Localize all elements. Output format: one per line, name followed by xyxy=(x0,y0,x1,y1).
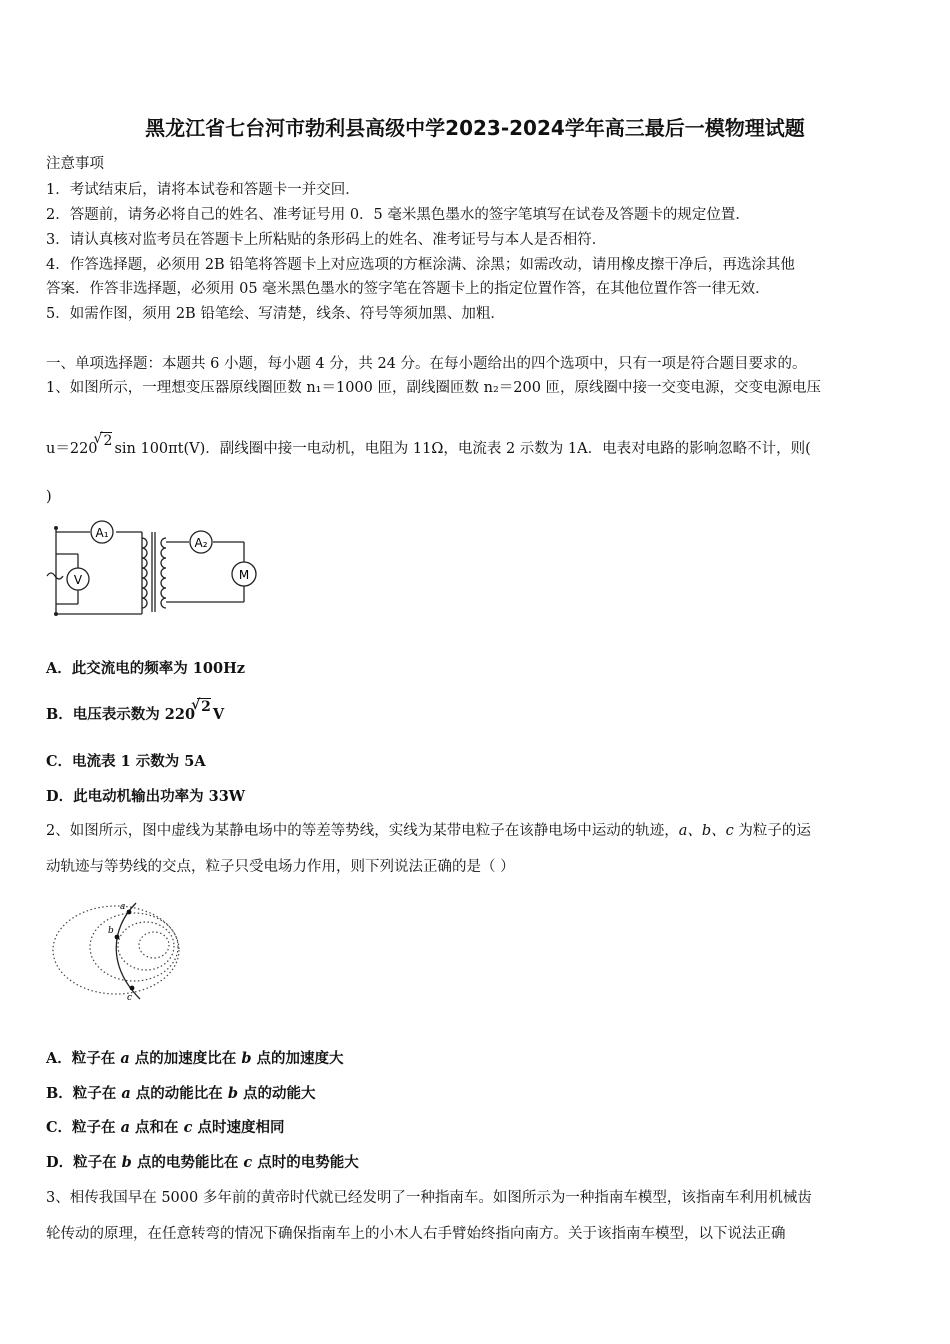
q1-stem-line3: ) xyxy=(46,489,52,505)
opt-var: a xyxy=(120,1119,130,1136)
transformer-circuit-diagram xyxy=(44,518,264,618)
sqrt-radicand: 2 xyxy=(100,432,113,449)
q3-stem-line1: 3、相传我国早在 5000 多年前的黄帝时代就已经发明了一种指南车。如图所示为一种指南车模型，该指南车利用机械齿 xyxy=(46,1190,812,1206)
notice-item: 2．答题前，请务必将自己的姓名、准考证号用 0．5 毫米黑色墨水的签字笔填写在试卷及答题卡的规定位置． xyxy=(46,207,750,223)
q1-stem-line1: 1、如图所示，一理想变压器原线圈匝数 n₁＝1000 匝，副线圈匝数 n₂＝200 匝，原线圈中接一交变电源，交变电源电压 xyxy=(46,380,822,396)
voltmeter-label: V xyxy=(73,573,83,587)
opt-var: b xyxy=(227,1085,238,1102)
q1-option-d: D．此电动机输出功率为 33W xyxy=(46,788,246,805)
opt-text: C．粒子在 xyxy=(46,1119,121,1136)
opt-text: 点和在 xyxy=(130,1119,184,1136)
voltmeter-icon xyxy=(67,568,89,590)
page-title: 黑龙江省七台河市勃利县高级中学2023-2024学年高三最后一模物理试题 xyxy=(145,116,805,140)
opt-text: 点的电势能比在 xyxy=(131,1154,244,1171)
q2-stem-text-end: 为粒子的运 xyxy=(733,823,811,839)
q2-option-a xyxy=(46,1047,344,1068)
q2-option-b xyxy=(46,1082,316,1103)
opt-text: 点的加速度大 xyxy=(251,1050,344,1067)
opt-text: A．粒子在 xyxy=(46,1050,121,1067)
opt-text: 点的动能大 xyxy=(237,1085,316,1102)
q1-voltage-prefix: u＝220 xyxy=(46,441,98,457)
opt-var: a xyxy=(120,1050,130,1067)
ammeter-2-icon xyxy=(190,531,212,553)
notice-item: 5．如需作图，须用 2B 铅笔绘、写清楚，线条、符号等须加黑、加粗． xyxy=(46,306,505,322)
opt-text: 点时的电势能大 xyxy=(252,1154,359,1171)
ammeter-1-label: A₁ xyxy=(95,526,109,540)
opt-var: c xyxy=(183,1119,193,1136)
motor-icon xyxy=(232,562,256,586)
point-a-label: a xyxy=(120,902,126,912)
sqrt-symbol: √ 2 xyxy=(93,431,113,449)
q2-stem-text: 2、如图所示，图中虚线为某静电场中的等差等势线，实线为某带电粒子在该静电场中运动的轨迹， xyxy=(46,823,679,839)
q1-option-b-text: B．电压表示数为 220 xyxy=(46,706,196,723)
point-b-label: b xyxy=(108,926,114,936)
notice-item: 1．考试结束后，请将本试卷和答题卡一并交回． xyxy=(46,182,360,198)
q2-stem-line2: 动轨迹与等势线的交点，粒子只受电场力作用，则下列说法正确的是（ ） xyxy=(46,859,515,875)
motor-label: M xyxy=(238,568,250,582)
q2-option-d xyxy=(46,1151,359,1172)
opt-var: b xyxy=(121,1154,132,1171)
notice-item: 3．请认真核对监考员在答题卡上所粘贴的条形码上的姓名、准考证号与本人是否相符． xyxy=(46,232,607,248)
opt-var: c xyxy=(243,1154,253,1171)
opt-text: 点的加速度比在 xyxy=(129,1050,242,1067)
ammeter-1-icon xyxy=(91,521,113,543)
q2-option-c xyxy=(46,1116,285,1137)
equipotential-diagram xyxy=(44,895,194,1005)
opt-var: a xyxy=(121,1085,131,1102)
opt-text: 点的动能比在 xyxy=(130,1085,228,1102)
notice-item: 答案．作答非选择题，必须用 05 毫米黑色墨水的签字笔在答题卡上的指定位置作答，在其他位置作答一律无效． xyxy=(46,281,770,297)
q1-option-c: C．电流表 1 示数为 5A xyxy=(46,753,206,770)
q2-stem-line1 xyxy=(46,819,811,840)
opt-var: b xyxy=(241,1050,252,1067)
opt-text: 点时速度相同 xyxy=(192,1119,285,1136)
q2-stem-vars: a、b、c xyxy=(678,823,734,839)
opt-text: D．粒子在 xyxy=(46,1154,122,1171)
q3-stem-line2: 轮传动的原理，在任意转弯的情况下确保指南车上的小木人右手臂始终指向南方。关于该指南车模型，以下说法正确 xyxy=(46,1226,786,1242)
q1-option-b-unit: V xyxy=(212,706,225,723)
opt-text: B．粒子在 xyxy=(46,1085,122,1102)
point-c-label: c xyxy=(127,993,133,1003)
sqrt-symbol: √ 2 xyxy=(191,697,211,715)
notice-heading: 注意事项 xyxy=(46,156,104,172)
q1-stem-line2 xyxy=(46,431,811,458)
notice-item: 4．作答选择题，必须用 2B 铅笔将答题卡上对应选项的方框涂满、涂黑；如需改动，请用橡皮擦干净后，再选涂其他 xyxy=(46,257,795,273)
q1-option-b xyxy=(46,697,225,724)
ammeter-2-label: A₂ xyxy=(194,536,208,550)
q1-option-a: A．此交流电的频率为 100Hz xyxy=(46,660,245,677)
q1-voltage-suffix: sin 100πt(V)．副线圈中接一电动机，电阻为 11Ω，电流表 2 示数为 1A．电表对电路的影响忽略不计，则( xyxy=(114,441,811,457)
section-heading: 一、单项选择题：本题共 6 小题，每小题 4 分，共 24 分。在每小题给出的四个选项中，只有一项是符合题目要求的。 xyxy=(46,356,807,372)
sqrt-radicand: 2 xyxy=(197,698,211,715)
